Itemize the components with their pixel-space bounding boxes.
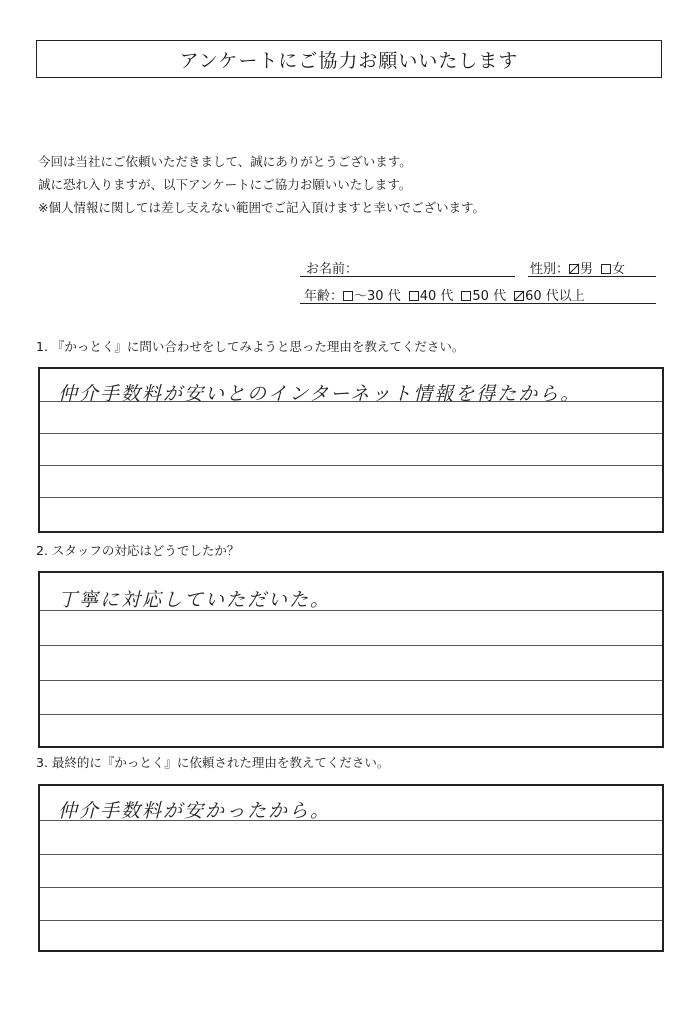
intro-text bbox=[38, 150, 485, 219]
ruled-line bbox=[40, 714, 662, 715]
survey-title: アンケートにご協力お願いいたします bbox=[36, 40, 662, 78]
age-under-30-checkbox[interactable] bbox=[343, 291, 353, 301]
ruled-line bbox=[40, 497, 662, 498]
gender-underline bbox=[528, 276, 656, 277]
intro-line: 今回は当社にご依頼いただきまして、誠にありがとうございます。 bbox=[38, 154, 412, 169]
ruled-line bbox=[40, 887, 662, 888]
age-option-60-plus[interactable]: 60 代以上 bbox=[514, 289, 585, 304]
gender-female-checkbox[interactable] bbox=[601, 264, 611, 274]
ruled-line bbox=[40, 645, 662, 646]
age-40s-checkbox[interactable] bbox=[409, 291, 419, 301]
gender-option-male[interactable]: 男 bbox=[569, 262, 593, 277]
ruled-line bbox=[40, 820, 662, 821]
gender-group bbox=[530, 258, 633, 277]
name-label: お名前： bbox=[306, 262, 359, 277]
age-option-under-30[interactable]: ～30 代 bbox=[343, 289, 401, 304]
ruled-line bbox=[40, 680, 662, 681]
age-underline bbox=[300, 303, 656, 304]
age-group bbox=[304, 285, 593, 304]
ruled-line bbox=[40, 920, 662, 921]
name-underline bbox=[300, 276, 515, 277]
ruled-line bbox=[40, 610, 662, 611]
answer-box-3[interactable] bbox=[38, 784, 664, 952]
question-3: 3. 最終的に『かっとく』に依頼された理由を教えてください。 bbox=[36, 755, 390, 770]
gender-label: 性別： bbox=[530, 262, 570, 277]
answer-3-text: 仲介手数料が安かったから。 bbox=[58, 800, 332, 822]
answer-box-1[interactable] bbox=[38, 367, 664, 533]
age-option-50s[interactable]: 50 代 bbox=[461, 289, 506, 304]
ruled-line bbox=[40, 401, 662, 402]
answer-box-2[interactable] bbox=[38, 571, 664, 748]
age-option-40s[interactable]: 40 代 bbox=[409, 289, 454, 304]
ruled-line bbox=[40, 465, 662, 466]
answer-1-text: 仲介手数料が安いとのインターネット情報を得たから。 bbox=[58, 383, 582, 405]
gender-male-checkbox[interactable] bbox=[569, 264, 579, 274]
question-1: 1. 『かっとく』に問い合わせをしてみようと思った理由を教えてください。 bbox=[36, 339, 465, 354]
question-2: 2. スタッフの対応はどうでしたか？ bbox=[36, 543, 240, 558]
answer-2-text: 丁寧に対応していただいた。 bbox=[58, 589, 332, 611]
intro-line: 誠に恐れ入りますが、以下アンケートにご協力お願いいたします。 bbox=[38, 177, 412, 192]
intro-line: ※個人情報に関しては差し支えない範囲でご記入頂けますと幸いでございます。 bbox=[38, 200, 485, 215]
gender-option-female[interactable]: 女 bbox=[601, 262, 625, 277]
ruled-line bbox=[40, 854, 662, 855]
ruled-line bbox=[40, 433, 662, 434]
age-60-plus-checkbox[interactable] bbox=[514, 291, 524, 301]
age-label: 年齢： bbox=[304, 289, 344, 304]
age-50s-checkbox[interactable] bbox=[461, 291, 471, 301]
